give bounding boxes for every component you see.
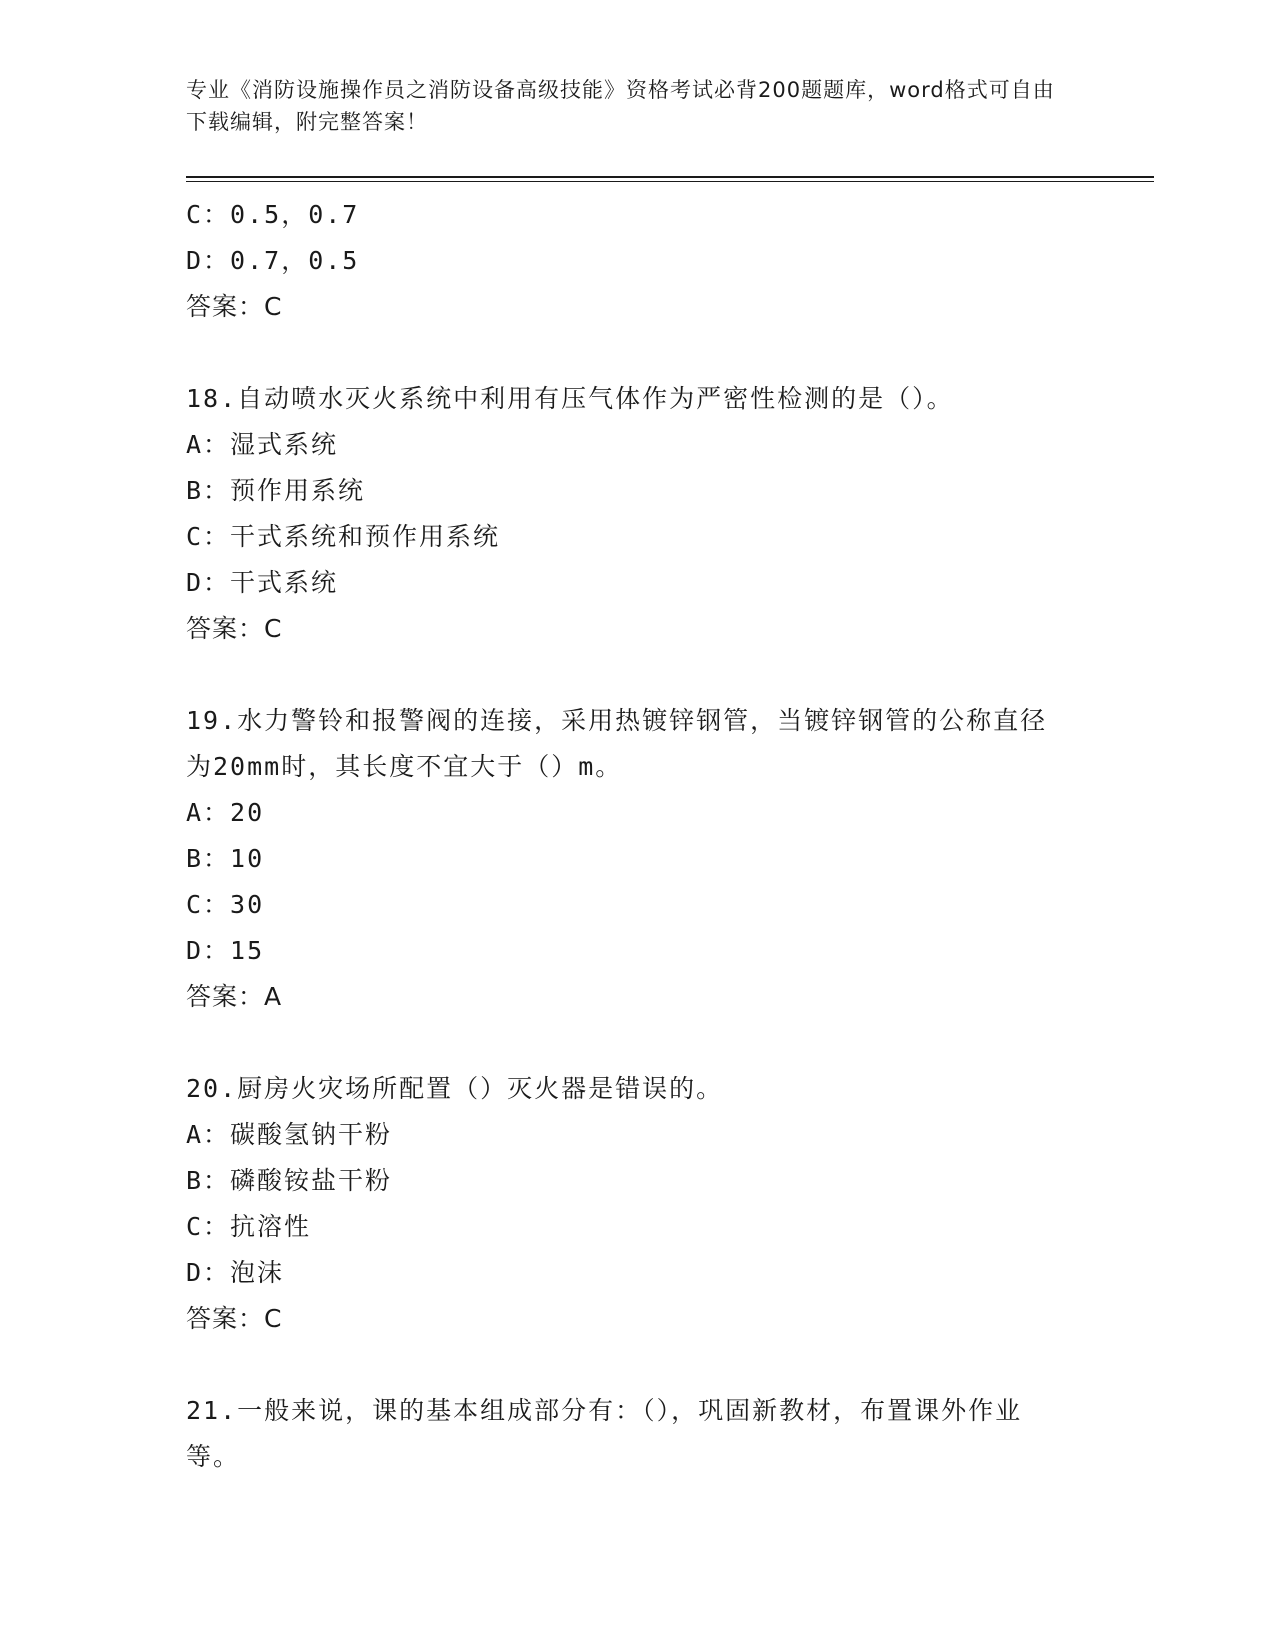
spacer [186,1020,1066,1066]
answer-line: 答案：C [186,614,283,643]
question-18-stem: 18.自动喷水灭火系统中利用有压气体作为严密性检测的是（）。 [186,384,954,413]
option-a: A：湿式系统 [186,430,339,459]
option-b: B：磷酸铵盐干粉 [186,1166,393,1195]
option-d: D：泡沫 [186,1258,285,1287]
question-20-stem: 20.厨房火灾场所配置（）灭火器是错误的。 [186,1074,724,1103]
option-b: B：10 [186,844,265,873]
question-19-stem: 19.水力警铃和报警阀的连接，采用热镀锌钢管，当镀锌钢管的公称直径为20mm时，其长度不宜大于（）m。 [186,706,1048,781]
answer-line: 答案：C [186,1304,283,1333]
answer-line: 答案：C [186,292,283,321]
option-a: A：20 [186,798,265,827]
spacer [186,652,1066,698]
option-a: A：碳酸氢钠干粉 [186,1120,393,1149]
spacer [186,1342,1066,1388]
option-d: D：干式系统 [186,568,339,597]
option-c: C：干式系统和预作用系统 [186,522,501,551]
document-header: 专业《消防设施操作员之消防设备高级技能》资格考试必背200题题库，word格式可自由下载编辑，附完整答案！ [186,78,1055,134]
answer-line: 答案：A [186,982,283,1011]
option-d: D：0.7，0.5 [186,246,360,275]
option-d: D：15 [186,936,265,965]
header-rule-thick [186,176,1154,178]
option-c: C：30 [186,890,265,919]
header-rule-thin [186,181,1154,182]
spacer [186,330,1066,376]
question-21-stem: 21.一般来说，课的基本组成部分有：（），巩固新教材，布置课外作业等。 [186,1396,1023,1471]
option-c: C：0.5，0.7 [186,200,360,229]
document-body [186,192,1066,1480]
option-b: B：预作用系统 [186,476,366,505]
option-c: C：抗溶性 [186,1212,312,1241]
